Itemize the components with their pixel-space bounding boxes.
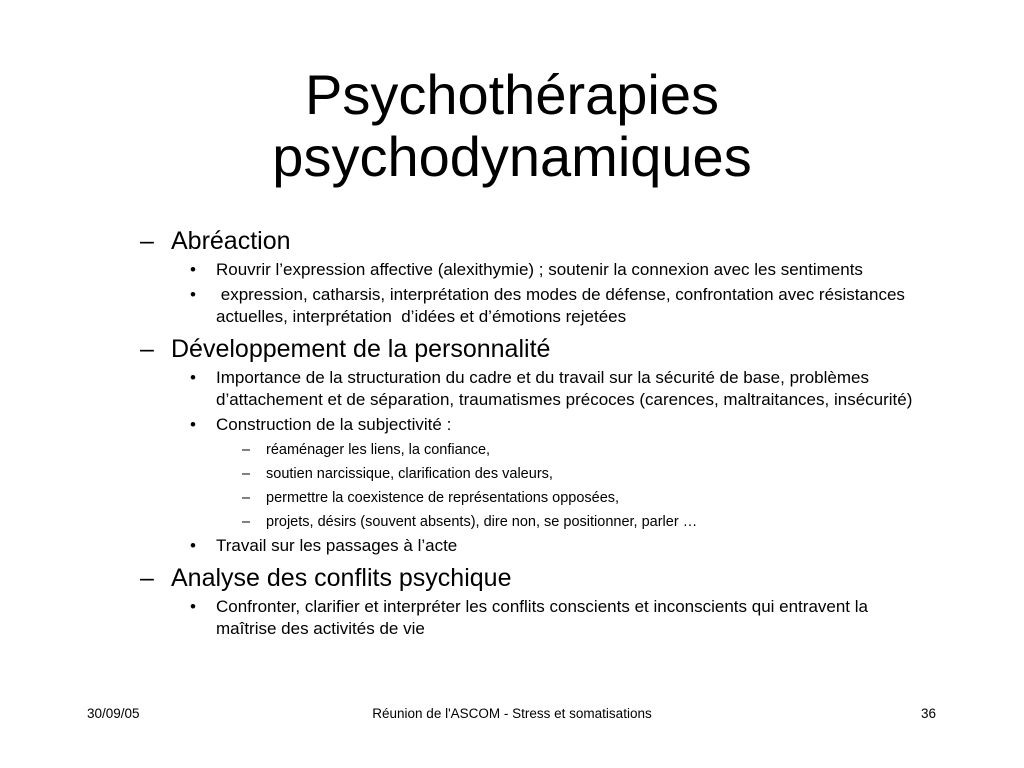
slide-body — [140, 226, 930, 640]
footer-title: Réunion de l'ASCOM - Stress et somatisations — [372, 706, 652, 721]
bullet-item: • Construction de la subjectivité : — [216, 414, 916, 436]
sub-item: – réaménager les liens, la confiance, — [266, 440, 930, 460]
slide-title-line-1: Psychothérapies — [304, 63, 719, 126]
slide-title-line-2: psychodynamiques — [272, 125, 752, 188]
slide-title — [0, 64, 1024, 188]
bullet-item: • Importance de la structuration du cadre et du travail sur la sécurité de base, problèmes d’attachement et de séparation, traumatismes précoces (carences, maltraitances, insécurité) — [216, 367, 916, 411]
bullet-item: • expression, catharsis, interprétation des modes de défense, confrontation avec résistances actuelles, interprétation d’idées et d’émotions rejetées — [216, 284, 916, 328]
bullet-item: • Confronter, clarifier et interpréter les conflits conscients et inconscients qui entravent la maîtrise des activités de vie — [216, 596, 916, 640]
bullet-item: • Rouvrir l’expression affective (alexithymie) ; soutenir la connexion avec les sentiments — [216, 259, 916, 281]
bullet-item: • Travail sur les passages à l’acte — [216, 535, 916, 557]
sub-item: – projets, désirs (souvent absents), dire non, se positionner, parler … — [266, 512, 930, 532]
section-heading-abreaction: – Abréaction — [140, 226, 930, 256]
section-heading-developpement: – Développement de la personnalité — [140, 334, 930, 364]
footer-page-number: 36 — [921, 706, 937, 721]
sub-item: – soutien narcissique, clarification des valeurs, — [266, 464, 930, 484]
section-heading-analyse: – Analyse des conflits psychique — [140, 563, 930, 593]
sub-item: – permettre la coexistence de représentations opposées, — [266, 488, 930, 508]
footer-date: 30/09/05 — [87, 706, 140, 721]
